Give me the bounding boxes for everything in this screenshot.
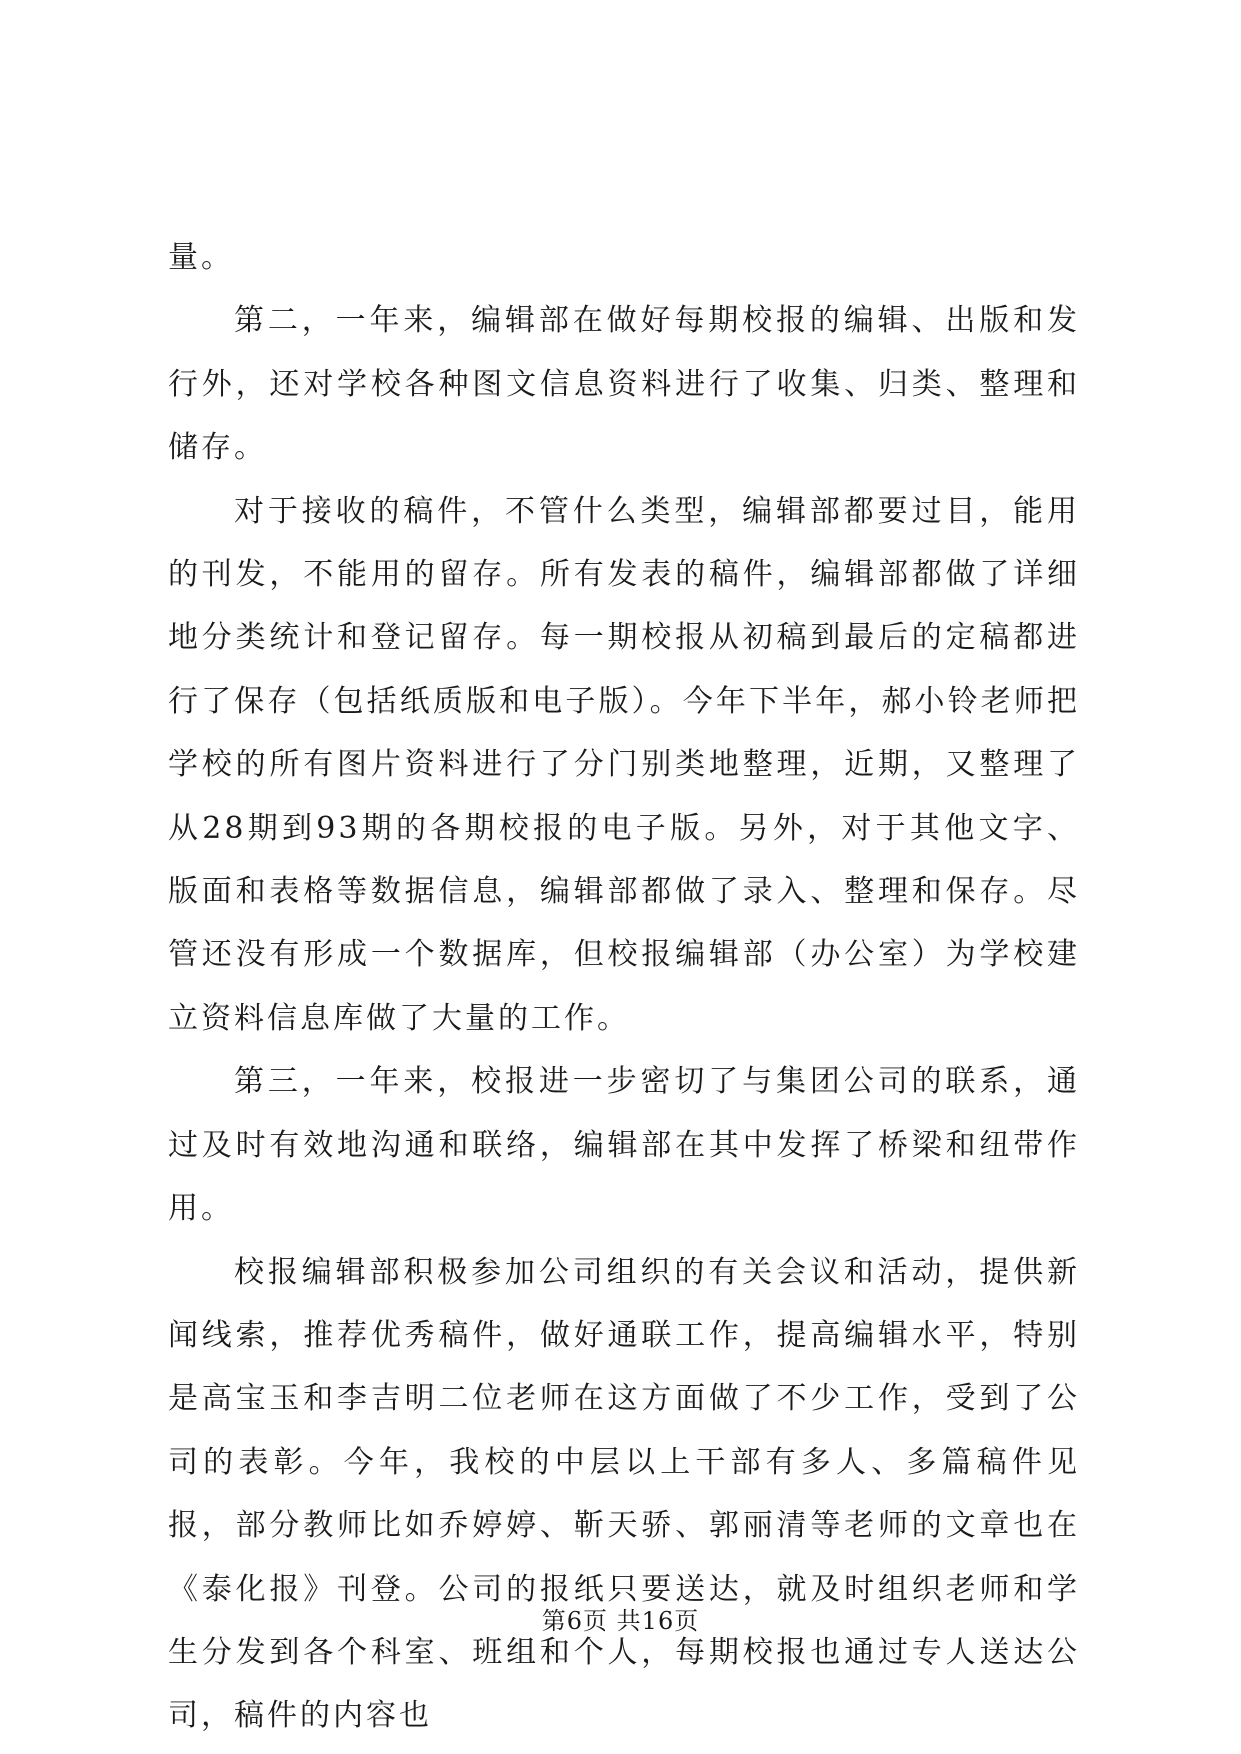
paragraph-third-point: 第三，一年来，校报进一步密切了与集团公司的联系，通过及时有效地沟通和联络，编辑部在其中发挥了桥梁和纽带作用。 [168, 1064, 1080, 1227]
paragraph-editorial-activities: 校报编辑部积极参加公司组织的有关会议和活动，提供新闻线索，推荐优秀稿件，做好通联工作，提高编辑水平，特别是高宝玉和李吉明二位老师在这方面做了不少工作，受到了公司的表彰。今年，我校的中层以上干部有多人、多篇稿件见报，部分教师比如乔婷婷、靳天骄、郭丽清等老师的文章也在《泰化报》刊登。公司的报纸只要送达，就及时组织老师和学生分发到各个科室、班组和个人，每期校报也通过专人送达公司，稿件的内容也 [168, 1254, 1080, 1734]
page-number-footer: 第6页 共16页 [541, 1607, 700, 1635]
paragraph-continuation: 量。 [168, 240, 234, 275]
paragraph-manuscript-handling: 对于接收的稿件，不管什么类型，编辑部都要过目，能用的刊发，不能用的留存。所有发表的稿件，编辑部都做了详细地分类统计和登记留存。每一期校报从初稿到最后的定稿都进行了保存（包括纸质版和电子版）。今年下半年，郝小铃老师把学校的所有图片资料进行了分门别类地整理，近期，又整理了从28期到93期的各期校报的电子版。另外，对于其他文字、版面和表格等数据信息，编辑部都做了录入、整理和保存。尽管还没有形成一个数据库，但校报编辑部（办公室）为学校建立资料信息库做了大量的工作。 [168, 493, 1080, 1036]
document-body [168, 226, 1080, 1748]
paragraph-second-point: 第二，一年来，编辑部在做好每期校报的编辑、出版和发行外，还对学校各种图文信息资料进行了收集、归类、整理和储存。 [168, 303, 1080, 466]
